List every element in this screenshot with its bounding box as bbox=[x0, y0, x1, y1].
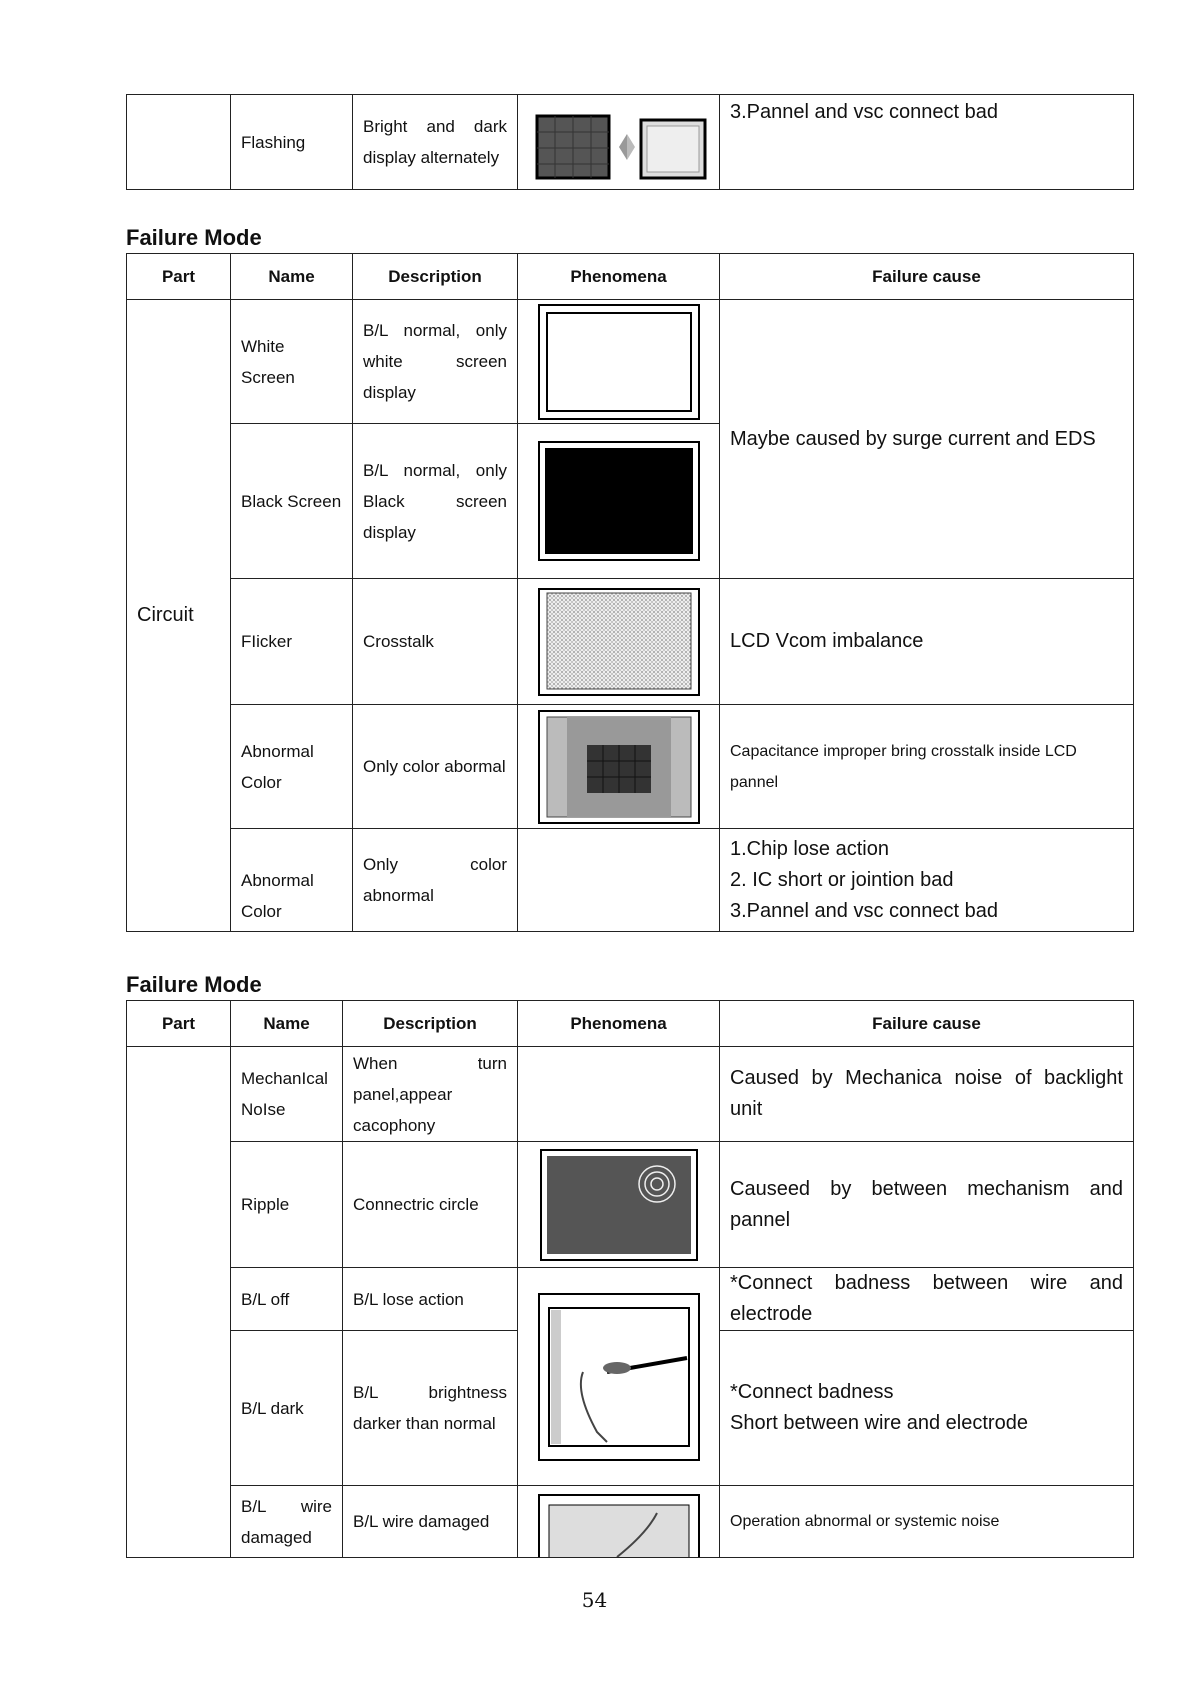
header-description: Description bbox=[343, 1001, 518, 1047]
cause-cell: *Connect badness between wire and electrode bbox=[720, 1268, 1134, 1331]
cause-line: *Connect badness bbox=[730, 1381, 894, 1403]
cause-cell: 3.Pannel and vsc connect bad bbox=[720, 95, 1134, 190]
name-cell: Ripple bbox=[231, 1142, 343, 1268]
description-cell: Bright and dark display alternately bbox=[353, 95, 518, 190]
cause-cell bbox=[720, 829, 1134, 932]
description-cell: B/L wire damaged bbox=[343, 1486, 518, 1558]
name-cell: B/L off bbox=[231, 1268, 343, 1331]
name-cell: Abnormal Color bbox=[231, 829, 353, 932]
top-continuation-table bbox=[126, 94, 1134, 190]
backlight-wire-image bbox=[537, 1292, 701, 1462]
table-row bbox=[127, 1486, 1134, 1558]
phenomena-flicker bbox=[518, 579, 720, 705]
phenomena-ripple bbox=[518, 1142, 720, 1268]
table-row bbox=[127, 1142, 1134, 1268]
description-cell: Only color abormal bbox=[353, 705, 518, 829]
table-row bbox=[127, 300, 1134, 424]
name-cell: White Screen bbox=[231, 300, 353, 424]
description-cell: B/L normal, only white screen display bbox=[353, 300, 518, 424]
table-row bbox=[127, 829, 1134, 932]
description-cell: Crosstalk bbox=[353, 579, 518, 705]
description-cell: When turn panel,appear cacophony bbox=[343, 1047, 518, 1142]
white-screen-image bbox=[537, 303, 701, 421]
failure-mode-table-backlight bbox=[126, 1000, 1134, 1558]
name-cell: B/L wire damaged bbox=[231, 1486, 343, 1558]
header-name: Name bbox=[231, 1001, 343, 1047]
cause-cell: LCD Vcom imbalance bbox=[720, 579, 1134, 705]
part-cell bbox=[127, 95, 231, 190]
phenomena-empty bbox=[518, 829, 720, 932]
flicker-image bbox=[537, 587, 701, 697]
description-cell: Connectric circle bbox=[343, 1142, 518, 1268]
section-heading: Failure Mode bbox=[126, 972, 262, 997]
phenomena-wire-damaged bbox=[518, 1486, 720, 1558]
cause-cell: Operation abnormal or systemic noise bbox=[720, 1486, 1134, 1558]
section-heading: Failure Mode bbox=[126, 225, 262, 250]
name-cell: FIicker bbox=[231, 579, 353, 705]
cause-line: 2. IC short or jointion bad bbox=[730, 868, 954, 891]
table-row bbox=[127, 579, 1134, 705]
cause-cell bbox=[720, 1331, 1134, 1486]
black-screen-image bbox=[537, 440, 701, 562]
cause-cell: Caused by Mechanica noise of backlight unit bbox=[720, 1047, 1134, 1142]
description-cell: Only color abnormal bbox=[353, 829, 518, 932]
part-cell: Circuit bbox=[127, 300, 231, 932]
phenomena-abnormal-color bbox=[518, 705, 720, 829]
description-cell: B/L lose action bbox=[343, 1268, 518, 1331]
part-cell bbox=[127, 1047, 231, 1558]
phenomena-white-screen bbox=[518, 300, 720, 424]
name-cell: MechanIcal NoIse bbox=[231, 1047, 343, 1142]
merged-cause-cell: Maybe caused by surge current and EDS bbox=[720, 300, 1134, 579]
header-name: Name bbox=[231, 254, 353, 300]
table-header-row bbox=[127, 254, 1134, 300]
name-cell: Flashing bbox=[231, 95, 353, 190]
ripple-image bbox=[539, 1148, 699, 1262]
phenomena-bl-wire bbox=[518, 1268, 720, 1486]
header-part: Part bbox=[127, 254, 231, 300]
wire-damaged-image bbox=[537, 1493, 701, 1557]
name-cell: Abnormal Color bbox=[231, 705, 353, 829]
cause-cell: Causeed by between mechanism and pannel bbox=[720, 1142, 1134, 1268]
header-cause: Failure cause bbox=[720, 1001, 1134, 1047]
table-row bbox=[127, 705, 1134, 829]
header-phenomena: Phenomena bbox=[518, 1001, 720, 1047]
table-header-row bbox=[127, 1001, 1134, 1047]
phenomena-black-screen bbox=[518, 424, 720, 579]
header-part: Part bbox=[127, 1001, 231, 1047]
abnormal-color-image bbox=[537, 709, 701, 825]
cause-cell: Capacitance improper bring crosstalk inside LCD pannel bbox=[720, 705, 1134, 829]
description-cell: B/L brightness darker than normal bbox=[343, 1331, 518, 1486]
phenomena-empty bbox=[518, 1047, 720, 1142]
table-row bbox=[127, 95, 1134, 190]
table-row bbox=[127, 1047, 1134, 1142]
header-phenomena: Phenomena bbox=[518, 254, 720, 300]
cause-line: 3.Pannel and vsc connect bad bbox=[730, 899, 998, 922]
name-cell: B/L dark bbox=[231, 1331, 343, 1486]
cause-line: 1.Chip lose action bbox=[730, 837, 889, 860]
header-description: Description bbox=[353, 254, 518, 300]
cause-line: Short between wire and electrode bbox=[730, 1412, 1028, 1434]
name-cell: Black Screen bbox=[231, 424, 353, 579]
failure-mode-table-circuit bbox=[126, 253, 1134, 932]
table-row bbox=[127, 1268, 1134, 1331]
page-number: 54 bbox=[581, 1588, 608, 1612]
flashing-phenomenon-image bbox=[529, 102, 709, 182]
header-cause: Failure cause bbox=[720, 254, 1134, 300]
phenomena-flashing bbox=[518, 95, 720, 190]
description-cell: B/L normal, only Black screen display bbox=[353, 424, 518, 579]
